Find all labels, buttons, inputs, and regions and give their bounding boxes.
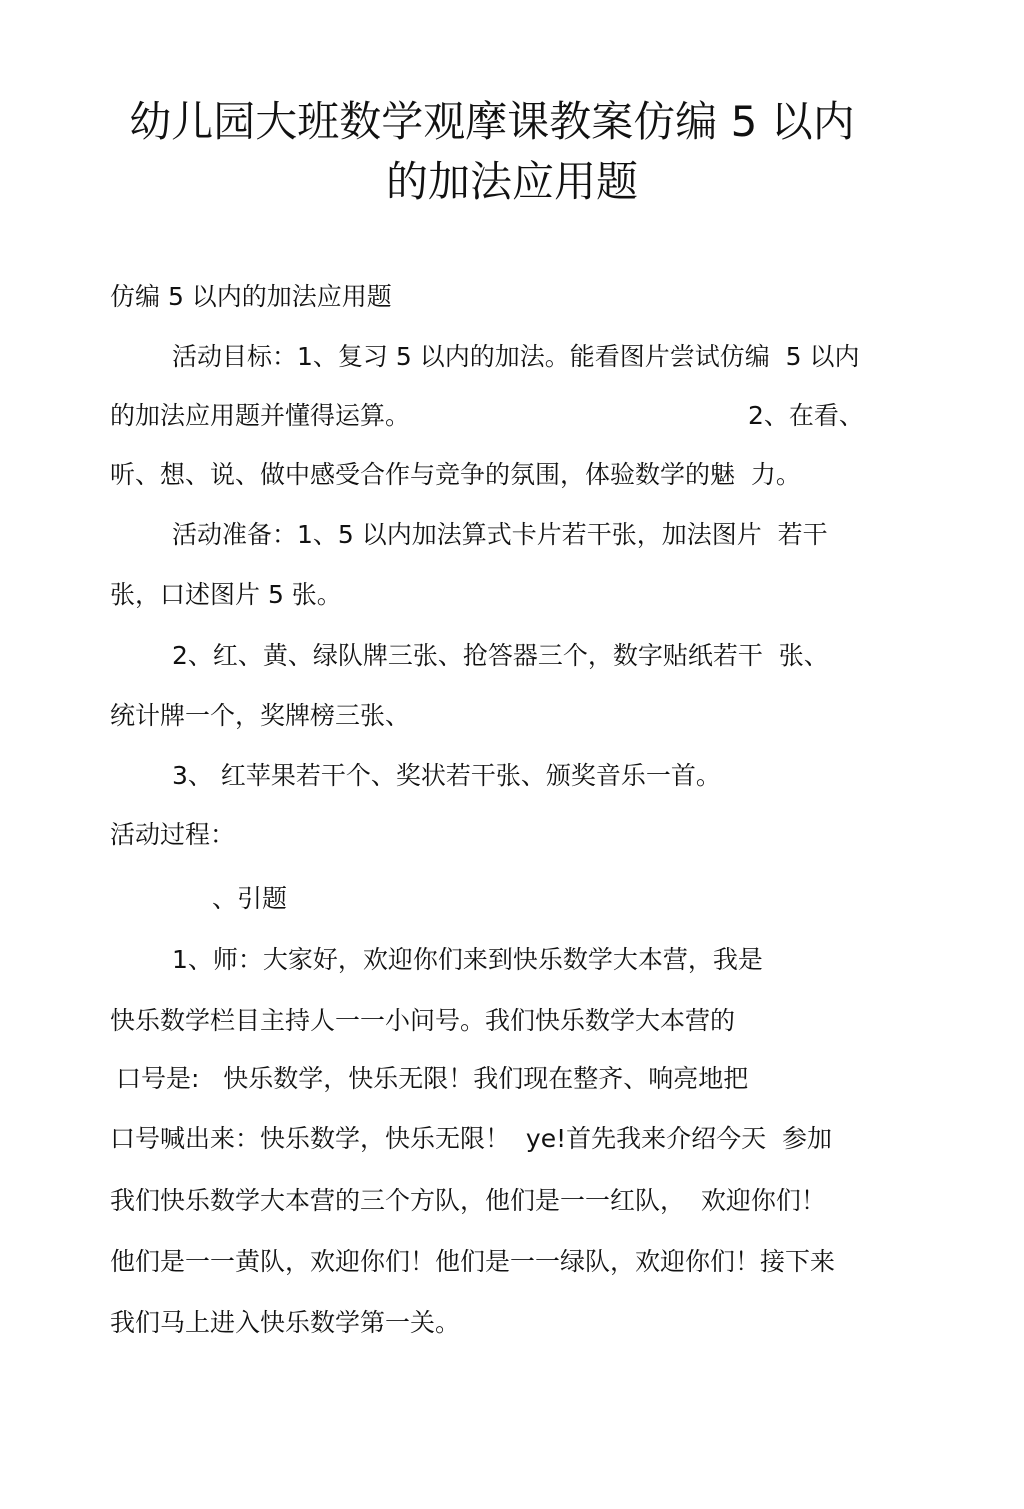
document-title-line-1: 幼儿园大班数学观摩课教案仿编 5 以内 [129,97,855,146]
text-line: 口号是: 快乐数学，快乐无限！我们现在整齐、响亮地把 [116,1064,749,1093]
section-heading: 活动过程： [110,820,236,849]
text-line: 的加法应用题并懂得运算。 [110,401,411,430]
section-heading: 、引题 [212,884,288,913]
text-line: 1、师：大家好，欢迎你们来到快乐数学大本营，我是 [172,945,763,974]
text-line: 2、红、黄、绿队牌三张、抢答器三个，数字贴纸若干 张、 [172,641,829,670]
subtitle-line: 仿编 5 以内的加法应用题 [110,282,392,311]
document-title-line-2: 的加法应用题 [385,157,638,206]
text-line: 快乐数学栏目主持人一一小问号。我们快乐数学大本营的 [110,1006,736,1035]
text-line: 听、想、说、做中感受合作与竞争的氛围，体验数学的魅 力。 [110,460,801,489]
text-line: 张，口述图片 5 张。 [110,580,342,609]
text-line: 统计牌一个，奖牌榜三张、 [110,701,411,730]
text-line: 我们马上进入快乐数学第一关。 [110,1308,461,1337]
text-line: 他们是一一黄队，欢迎你们！他们是一一绿队，欢迎你们！接下来 [110,1247,836,1276]
text-line: 2、在看、 [748,401,864,430]
text-line: 我们快乐数学大本营的三个方队，他们是一一红队， 欢迎你们！ [110,1186,826,1215]
text-line: 口号喊出来：快乐数学，快乐无限！ ye!首先我来介绍今天 参加 [110,1124,832,1153]
text-line: 3、 红苹果若干个、奖状若干张、颁奖音乐一首。 [172,761,721,790]
text-line: 活动准备：1、5 以内加法算式卡片若干张，加法图片 若干 [172,520,828,549]
text-line: 活动目标：1、复习 5 以内的加法。能看图片尝试仿编 5 以内 [172,342,860,371]
